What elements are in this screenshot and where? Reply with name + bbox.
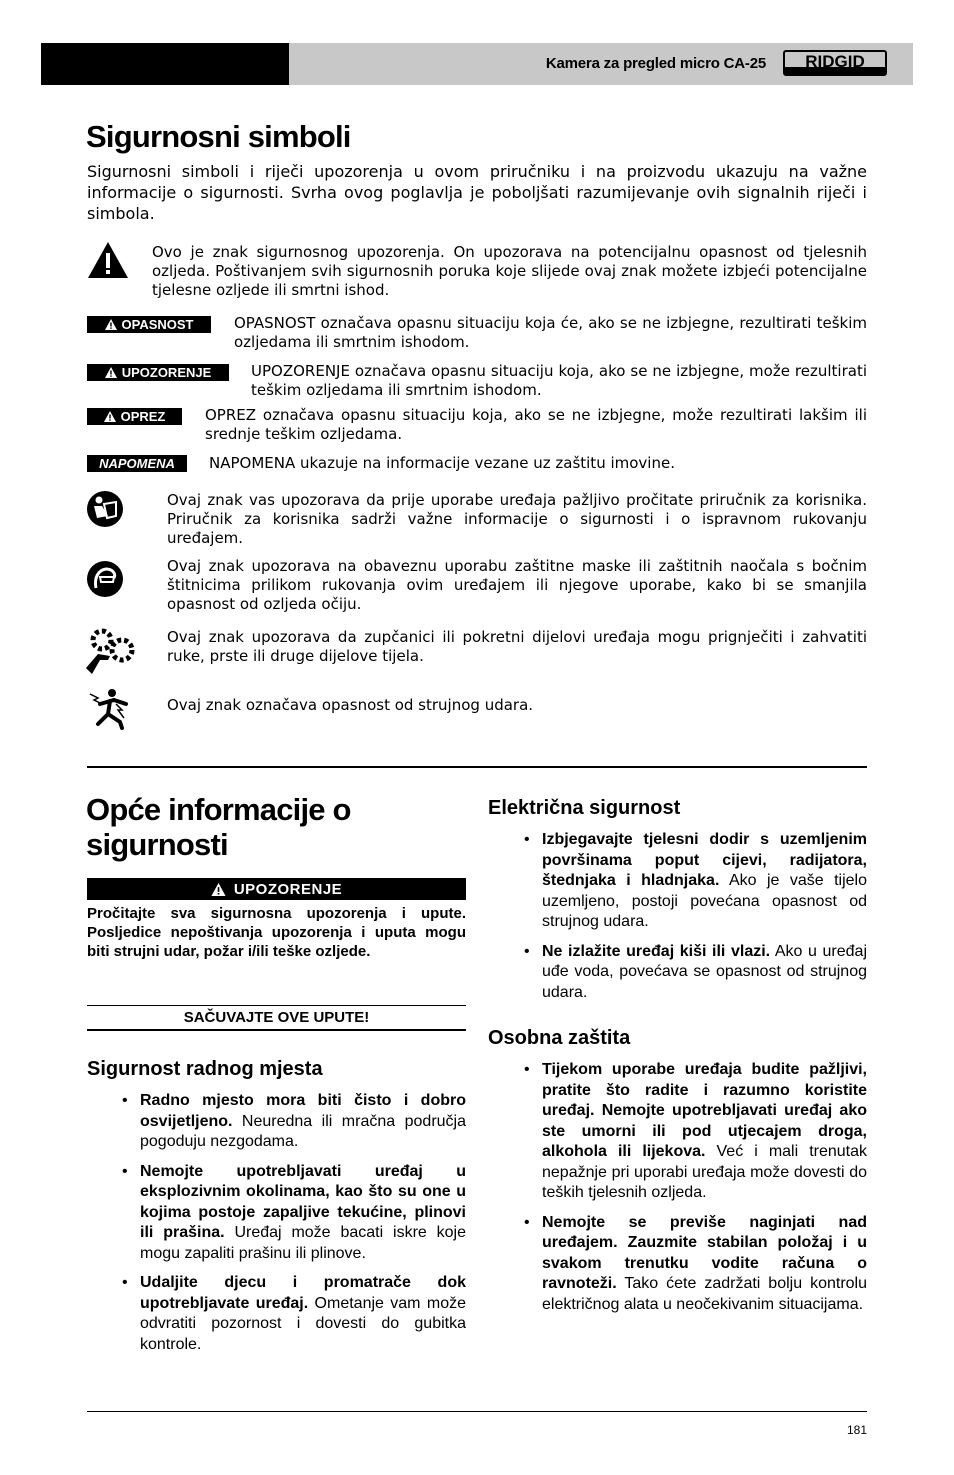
- list-item: • Tijekom uporabe uređaja budite pažljivi, pratite što radite i razumno koristite uređaj. Nemojte upotrebljavati uređaj ako ste umorni ili pod utjecajem droga, alkohola ili lijekova. Već i mali trenutak nepažnje pri uporabi uređaja može dovesti do teških tjelesnih ozljeda.: [542, 1060, 867, 1204]
- badge-warning-label: UPOZORENJE: [121, 365, 212, 380]
- header-black-band: [41, 43, 289, 85]
- eye-protection-icon: [86, 560, 124, 598]
- badge-caution-label: OPREZ: [120, 409, 166, 424]
- symbol-manual-text: Ovaj znak vas upozorava da prije uporabe uređaja pažljivo pročitate priručnik za korisnika. Priručnik za korisnika sadrži važne informacije o sigurnosti i o ispravnom rukovanju uređajem.: [167, 491, 867, 547]
- badge-notice-label: NAPOMENA: [99, 456, 175, 471]
- warning-triangle-icon: [211, 883, 226, 896]
- list-work-area: [140, 1091, 466, 1364]
- svg-text:RIDGID: RIDGID: [805, 52, 865, 71]
- section-title-general-safety: Opće informacije o sigurnosti: [86, 792, 351, 862]
- alert-symbol-text: Ovo je znak sigurnosnog upozorenja. On upozorava na potencijalnu opasnost od tjelesnih ozljeda. Poštivanjem svih sigurnosnih poruka koje slijede ovaj znak možete izbjeći potencijalne tjelesne ozljede ili smrtni ishod.: [152, 243, 867, 299]
- page-number: 181: [846, 1423, 867, 1437]
- electric-shock-icon: [86, 684, 132, 730]
- badge-danger: [87, 316, 211, 333]
- warning-triangle-icon: [104, 411, 116, 422]
- warning-text: Pročitajte sva sigurnosna upozorenja i upute. Posljedice nepoštivanja upozorenja i uputa mogu biti strujni udar, požar i/ili teške ozljede.: [87, 905, 466, 960]
- header-title: Kamera za pregled micro CA-25: [545, 55, 766, 72]
- signal-notice-text: NAPOMENA ukazuje na informacije vezane uz zaštitu imovine.: [209, 454, 675, 472]
- list-item: • Izbjegavajte tjelesni dodir s uzemljenim površinama poput cijevi, radijatora, štednjaka i hladnjaka. Ako je vaše tijelo uzemljeno, postoji povećana opasnost od strujnog udara.: [542, 830, 867, 933]
- warning-banner-label: UPOZORENJE: [233, 880, 343, 898]
- list-electrical: [542, 830, 867, 1012]
- ridgid-logo: [783, 50, 887, 76]
- badge-notice: [87, 455, 187, 472]
- section-title-safety-symbols: Sigurnosni simboli: [86, 119, 351, 154]
- read-manual-icon: [86, 490, 124, 528]
- footer-rule: [87, 1411, 867, 1412]
- badge-caution: [87, 408, 182, 425]
- signal-danger-text: OPASNOST označava opasnu situaciju koja će, ako se ne izbjegne, rezultirati teškim ozljedama ili smrtnim ishodom.: [234, 314, 867, 351]
- save-instructions: SAČUVAJTE OVE UPUTE!: [87, 1005, 466, 1031]
- list-personal: [542, 1060, 867, 1324]
- intro-paragraph: Sigurnosni simboli i riječi upozorenja u ovom priručniku i na proizvodu ukazuju na važne informacije o sigurnosti. Svrha ovog poglavlja je poboljšati razumijevanje ovih signalnih riječi i simbola.: [87, 162, 867, 223]
- signal-caution-text: OPREZ označava opasnu situaciju koja, ako se ne izbjegne, može rezultirati lakšim ili srednje teškim ozljedama.: [205, 406, 867, 443]
- list-item: • Nemojte upotrebljavati uređaj u eksplozivnim okolinama, kao što su one u kojima postoje zapaljive tekućine, plinovi ili prašina. Uređaj može bacati iskre koje mogu zapaliti prašinu ili plinove.: [140, 1162, 466, 1265]
- symbol-shock-text: Ovaj znak označava opasnost od strujnog udara.: [167, 696, 534, 714]
- heading-work-area: Sigurnost radnog mjesta: [87, 1058, 323, 1080]
- symbol-crush-text: Ovaj znak upozorava da zupčanici ili pokretni dijelovi uređaja mogu prignječiti i zahvatiti ruke, prste ili druge dijelove tijela.: [167, 628, 867, 665]
- list-item: • Nemojte se previše naginjati nad uređajem. Zauzmite stabilan položaj i u svakom trenutku vodite računa o ravnoteži. Tako ćete zadržati bolju kontrolu električnog alata u neočekivanim situacijama.: [542, 1213, 867, 1316]
- badge-warning: [87, 364, 229, 381]
- warning-triangle-icon: [105, 319, 117, 330]
- warning-triangle-icon: [105, 367, 117, 378]
- signal-warning-text: UPOZORENJE označava opasnu situaciju koja, ako se ne izbjegne, može rezultirati teškim ozljedama ili smrtnim ishodom.: [251, 362, 867, 399]
- heading-personal-safety: Osobna zaštita: [488, 1027, 631, 1049]
- section-divider: [87, 766, 867, 768]
- warning-triangle-icon: [86, 240, 130, 280]
- warning-banner: [87, 878, 466, 900]
- list-item: • Radno mjesto mora biti čisto i dobro osvijetljeno. Neuredna ili mračna područja pogoduju nezgodama.: [140, 1091, 466, 1153]
- list-item: • Ne izlažite uređaj kiši ili vlazi. Ako u uređaj uđe voda, povećava se opasnost od strujnog udara.: [542, 942, 867, 1004]
- heading-electrical-safety: Električna sigurnost: [488, 797, 681, 819]
- badge-danger-label: OPASNOST: [121, 317, 194, 332]
- crush-hazard-icon: [84, 624, 138, 676]
- symbol-eye-text: Ovaj znak upozorava na obaveznu uporabu zaštitne maske ili zaštitnih naočala s bočnim štitnicima prilikom rukovanja ovim uređajem ili njegove uporabe, kako bi se smanjila opasnost od ozljeda očiju.: [167, 557, 867, 613]
- list-item: • Udaljite djecu i promatrače dok upotrebljavate uređaj. Ometanje vam može odvratiti pozornost i dovesti do gubitka kontrole.: [140, 1273, 466, 1355]
